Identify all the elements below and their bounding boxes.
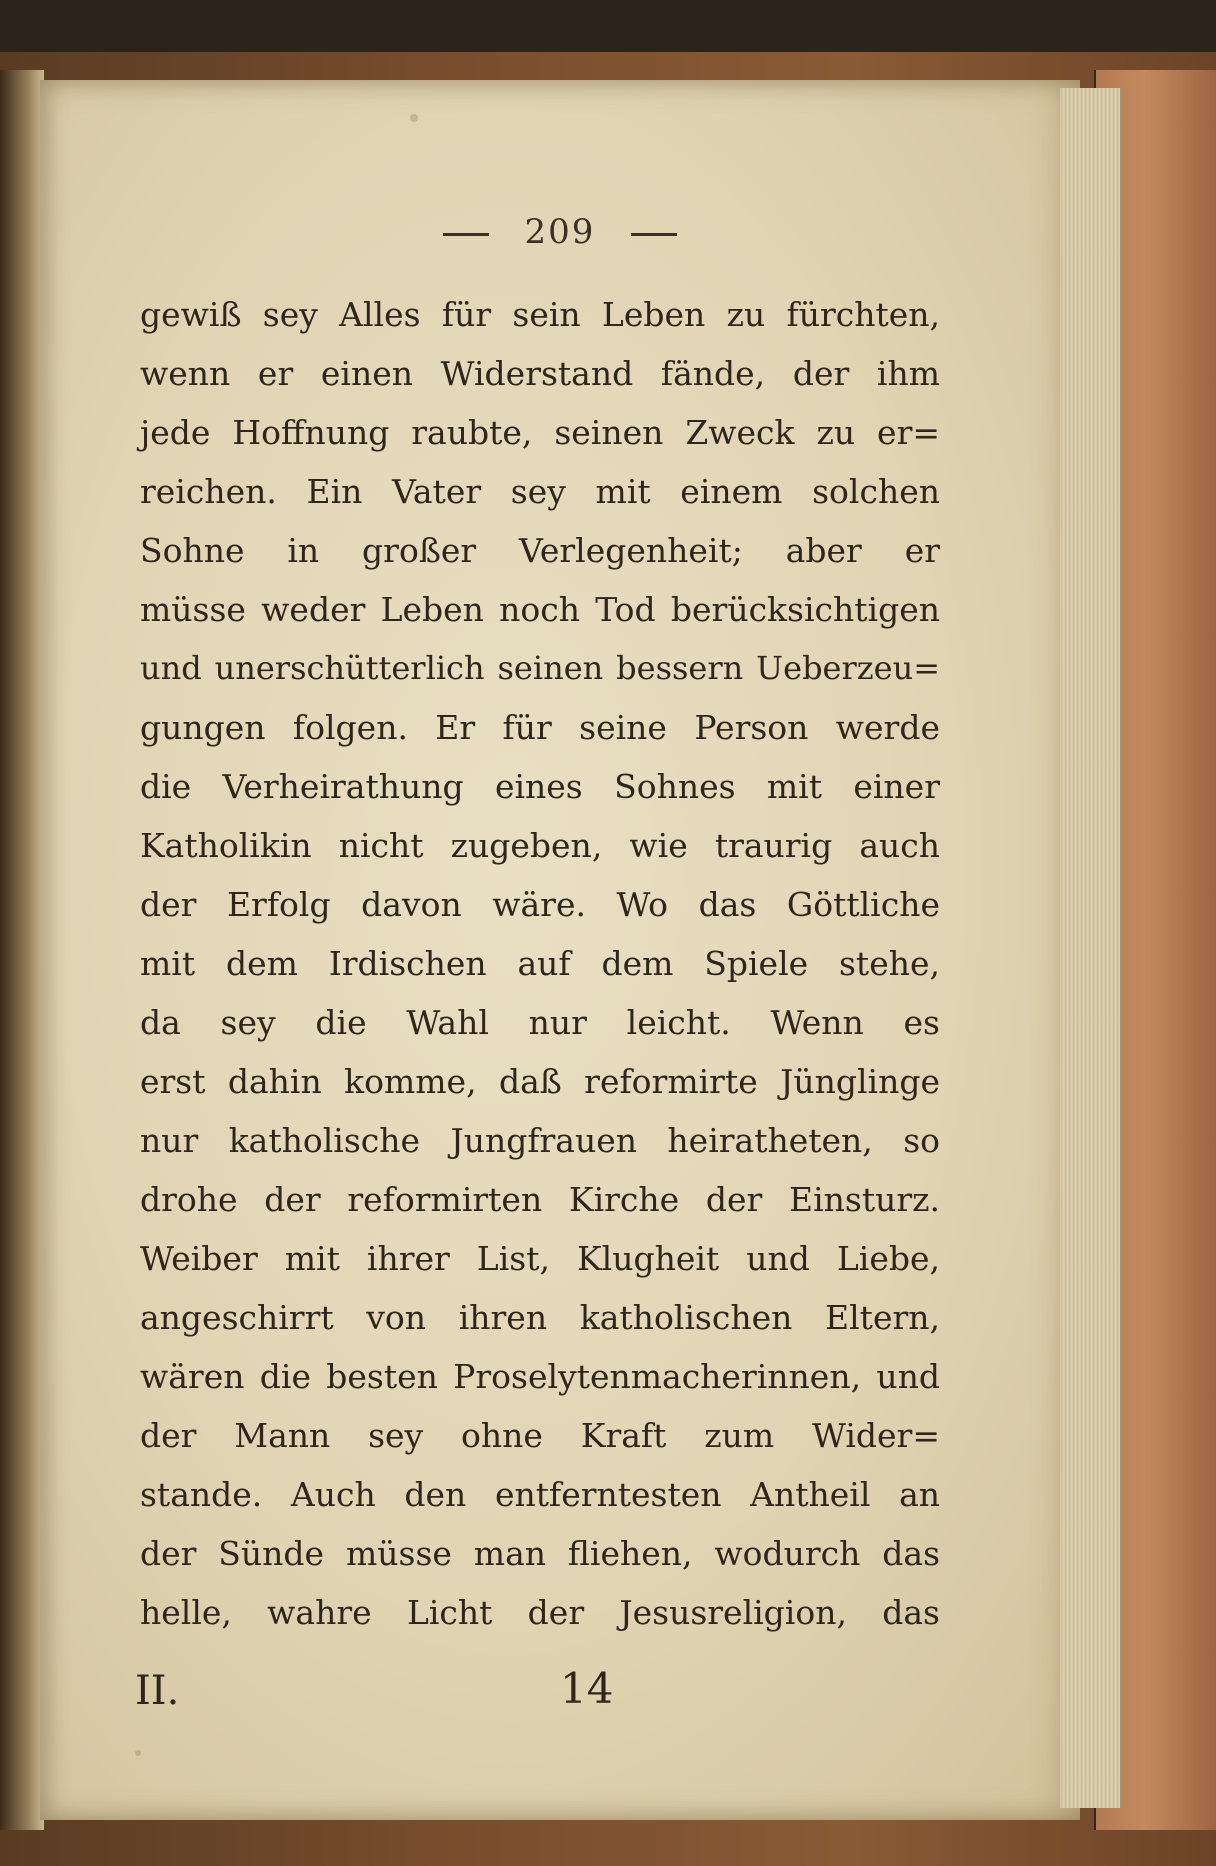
header-dash-left	[443, 233, 489, 236]
text-line: angeschirrt von ihren katholischen Eltern,	[140, 1298, 940, 1337]
text-line: jede Hoffnung raubte, seinen Zweck zu er=	[140, 413, 940, 452]
signature-mark: II.	[135, 1668, 180, 1714]
paper-stain	[410, 114, 418, 122]
text-line: Weiber mit ihrer List, Klugheit und Liebe,	[140, 1239, 940, 1278]
text-line: wären die besten Proselytenmacherinnen, und	[140, 1357, 940, 1396]
header-dash-right	[631, 233, 677, 236]
text-line: gewiß sey Alles für sein Leben zu fürchten,	[140, 295, 940, 334]
text-line: der Erfolg davon wäre. Wo das Göttliche	[140, 885, 940, 924]
facing-page-edge	[0, 70, 44, 1830]
text-line: Katholikin nicht zugeben, wie traurig auch	[140, 826, 940, 865]
paper-stain	[135, 1750, 141, 1756]
text-line: Sohne in großer Verlegenheit; aber er	[140, 531, 940, 570]
text-line: müsse weder Leben noch Tod berücksichtigen	[140, 590, 940, 629]
text-line: gungen folgen. Er für seine Person werde	[140, 708, 940, 747]
text-line: mit dem Irdischen auf dem Spiele stehe,	[140, 944, 940, 983]
text-line: helle, wahre Licht der Jesusreligion, das	[140, 1593, 940, 1632]
page-stack-edge	[1060, 88, 1122, 1808]
text-line: wenn er einen Widerstand fände, der ihm	[140, 354, 940, 393]
text-line: und unerschütterlich seinen bessern Ueberzeu=	[140, 649, 940, 687]
book-page	[40, 80, 1080, 1820]
text-line: drohe der reformirten Kirche der Einsturz.	[140, 1180, 940, 1219]
sheet-number: 14	[560, 1664, 614, 1713]
text-line: erst dahin komme, daß reformirte Jünglinge	[140, 1062, 940, 1101]
text-line: reichen. Ein Vater sey mit einem solchen	[140, 472, 940, 511]
text-line: der Mann sey ohne Kraft zum Wider=	[140, 1416, 940, 1455]
page-header	[40, 212, 1080, 252]
text-line: nur katholische Jungfrauen heiratheten, so	[140, 1121, 940, 1160]
page-number: 209	[524, 212, 596, 252]
text-line: der Sünde müsse man fliehen, wodurch das	[140, 1534, 940, 1573]
body-text	[140, 285, 940, 1642]
text-line: die Verheirathung eines Sohnes mit einer	[140, 767, 940, 806]
text-line: da sey die Wahl nur leicht. Wenn es	[140, 1003, 940, 1042]
text-line: stande. Auch den entferntesten Antheil an	[140, 1475, 940, 1514]
